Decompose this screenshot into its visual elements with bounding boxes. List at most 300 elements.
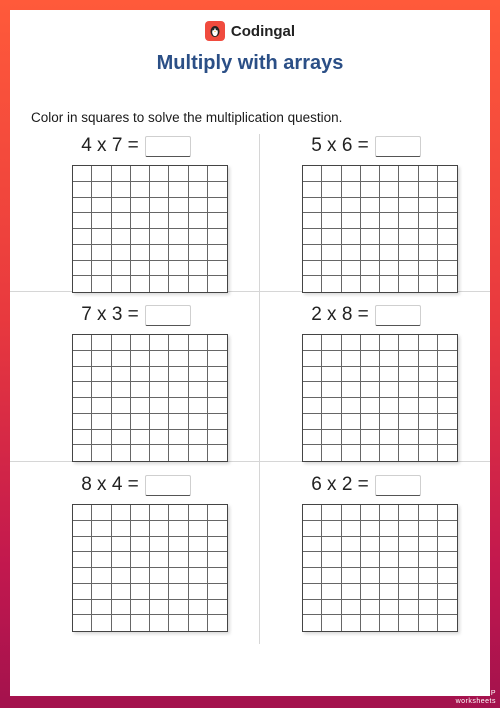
grid-cell[interactable] <box>342 261 361 277</box>
grid-cell[interactable] <box>73 229 92 245</box>
grid-cell[interactable] <box>342 414 361 430</box>
grid-cell[interactable] <box>438 198 457 214</box>
grid-cell[interactable] <box>399 568 418 584</box>
grid-cell[interactable] <box>112 414 131 430</box>
grid-cell[interactable] <box>208 367 227 383</box>
grid-cell[interactable] <box>419 351 438 367</box>
grid-cell[interactable] <box>322 430 341 446</box>
grid-cell[interactable] <box>399 351 418 367</box>
grid-cell[interactable] <box>361 166 380 182</box>
grid-cell[interactable] <box>342 537 361 553</box>
grid-cell[interactable] <box>131 398 150 414</box>
grid-cell[interactable] <box>361 600 380 616</box>
grid-cell[interactable] <box>361 521 380 537</box>
grid-cell[interactable] <box>303 335 322 351</box>
grid-cell[interactable] <box>189 521 208 537</box>
grid-cell[interactable] <box>361 584 380 600</box>
grid-cell[interactable] <box>419 537 438 553</box>
grid-cell[interactable] <box>208 382 227 398</box>
grid-cell[interactable] <box>208 335 227 351</box>
grid-cell[interactable] <box>169 521 188 537</box>
grid-cell[interactable] <box>342 367 361 383</box>
grid-cell[interactable] <box>342 351 361 367</box>
grid-cell[interactable] <box>112 445 131 461</box>
grid-cell[interactable] <box>169 414 188 430</box>
grid-cell[interactable] <box>322 398 341 414</box>
grid-cell[interactable] <box>208 552 227 568</box>
grid-cell[interactable] <box>380 335 399 351</box>
grid-cell[interactable] <box>380 600 399 616</box>
grid-cell[interactable] <box>92 584 111 600</box>
grid-cell[interactable] <box>73 245 92 261</box>
grid-cell[interactable] <box>208 229 227 245</box>
grid-cell[interactable] <box>73 445 92 461</box>
grid-cell[interactable] <box>208 213 227 229</box>
grid-cell[interactable] <box>438 521 457 537</box>
grid-cell[interactable] <box>438 245 457 261</box>
answer-box[interactable] <box>375 305 421 326</box>
grid-cell[interactable] <box>361 245 380 261</box>
grid-cell[interactable] <box>399 166 418 182</box>
grid-cell[interactable] <box>150 505 169 521</box>
grid-cell[interactable] <box>150 351 169 367</box>
grid-cell[interactable] <box>208 537 227 553</box>
grid-cell[interactable] <box>189 615 208 631</box>
grid-cell[interactable] <box>169 600 188 616</box>
grid-cell[interactable] <box>361 198 380 214</box>
grid-cell[interactable] <box>189 505 208 521</box>
grid-cell[interactable] <box>92 521 111 537</box>
grid-cell[interactable] <box>208 615 227 631</box>
grid-cell[interactable] <box>380 245 399 261</box>
grid-cell[interactable] <box>189 398 208 414</box>
grid-cell[interactable] <box>150 229 169 245</box>
grid-cell[interactable] <box>208 414 227 430</box>
grid-cell[interactable] <box>131 182 150 198</box>
grid-cell[interactable] <box>92 245 111 261</box>
grid-cell[interactable] <box>419 335 438 351</box>
grid-cell[interactable] <box>131 245 150 261</box>
grid-cell[interactable] <box>399 182 418 198</box>
grid-cell[interactable] <box>92 335 111 351</box>
grid-cell[interactable] <box>419 213 438 229</box>
grid-cell[interactable] <box>131 568 150 584</box>
grid-cell[interactable] <box>322 166 341 182</box>
grid-cell[interactable] <box>361 382 380 398</box>
grid-cell[interactable] <box>208 398 227 414</box>
grid-cell[interactable] <box>131 351 150 367</box>
grid-cell[interactable] <box>419 615 438 631</box>
grid-cell[interactable] <box>169 229 188 245</box>
grid-cell[interactable] <box>131 213 150 229</box>
grid-cell[interactable] <box>438 276 457 292</box>
grid-cell[interactable] <box>169 615 188 631</box>
grid-cell[interactable] <box>361 367 380 383</box>
grid-cell[interactable] <box>322 382 341 398</box>
grid-cell[interactable] <box>361 615 380 631</box>
grid-cell[interactable] <box>208 198 227 214</box>
grid-cell[interactable] <box>73 182 92 198</box>
grid-cell[interactable] <box>419 445 438 461</box>
grid-cell[interactable] <box>322 414 341 430</box>
grid-cell[interactable] <box>322 367 341 383</box>
grid-cell[interactable] <box>303 198 322 214</box>
grid-cell[interactable] <box>189 198 208 214</box>
grid-cell[interactable] <box>419 600 438 616</box>
grid-cell[interactable] <box>150 552 169 568</box>
grid-cell[interactable] <box>131 367 150 383</box>
grid-cell[interactable] <box>438 398 457 414</box>
grid-cell[interactable] <box>342 600 361 616</box>
grid-cell[interactable] <box>303 367 322 383</box>
grid-cell[interactable] <box>322 521 341 537</box>
grid-cell[interactable] <box>303 584 322 600</box>
grid-cell[interactable] <box>438 335 457 351</box>
grid-cell[interactable] <box>169 166 188 182</box>
grid-cell[interactable] <box>303 552 322 568</box>
grid-cell[interactable] <box>361 213 380 229</box>
grid-cell[interactable] <box>380 430 399 446</box>
grid-cell[interactable] <box>73 505 92 521</box>
grid-cell[interactable] <box>150 430 169 446</box>
grid-cell[interactable] <box>419 584 438 600</box>
grid-cell[interactable] <box>131 430 150 446</box>
grid-cell[interactable] <box>303 229 322 245</box>
grid-cell[interactable] <box>92 182 111 198</box>
grid-cell[interactable] <box>303 351 322 367</box>
grid-cell[interactable] <box>438 182 457 198</box>
grid-cell[interactable] <box>342 430 361 446</box>
grid-cell[interactable] <box>342 445 361 461</box>
grid-cell[interactable] <box>419 505 438 521</box>
grid-cell[interactable] <box>438 213 457 229</box>
grid-cell[interactable] <box>169 584 188 600</box>
grid-cell[interactable] <box>208 351 227 367</box>
grid-cell[interactable] <box>303 414 322 430</box>
grid-cell[interactable] <box>189 445 208 461</box>
grid-cell[interactable] <box>399 245 418 261</box>
grid-cell[interactable] <box>73 398 92 414</box>
grid-cell[interactable] <box>322 568 341 584</box>
grid-cell[interactable] <box>322 229 341 245</box>
grid-cell[interactable] <box>169 335 188 351</box>
grid-cell[interactable] <box>112 166 131 182</box>
grid-cell[interactable] <box>92 537 111 553</box>
grid-cell[interactable] <box>361 537 380 553</box>
grid-cell[interactable] <box>208 505 227 521</box>
grid-cell[interactable] <box>150 600 169 616</box>
grid-cell[interactable] <box>189 245 208 261</box>
grid-cell[interactable] <box>419 552 438 568</box>
grid-cell[interactable] <box>208 261 227 277</box>
grid-cell[interactable] <box>380 398 399 414</box>
grid-cell[interactable] <box>92 166 111 182</box>
grid-cell[interactable] <box>208 521 227 537</box>
grid-cell[interactable] <box>150 182 169 198</box>
grid-cell[interactable] <box>169 505 188 521</box>
grid-cell[interactable] <box>131 537 150 553</box>
grid-cell[interactable] <box>419 166 438 182</box>
grid-cell[interactable] <box>189 382 208 398</box>
grid-cell[interactable] <box>131 261 150 277</box>
grid-cell[interactable] <box>399 615 418 631</box>
grid-cell[interactable] <box>380 198 399 214</box>
grid-cell[interactable] <box>361 261 380 277</box>
grid-cell[interactable] <box>189 537 208 553</box>
grid-cell[interactable] <box>169 537 188 553</box>
grid-cell[interactable] <box>303 537 322 553</box>
grid-cell[interactable] <box>438 367 457 383</box>
grid-cell[interactable] <box>438 600 457 616</box>
grid-cell[interactable] <box>303 245 322 261</box>
grid-cell[interactable] <box>419 414 438 430</box>
grid-cell[interactable] <box>112 229 131 245</box>
grid-cell[interactable] <box>112 615 131 631</box>
grid-cell[interactable] <box>131 615 150 631</box>
grid-cell[interactable] <box>438 615 457 631</box>
grid-cell[interactable] <box>438 584 457 600</box>
grid-cell[interactable] <box>438 552 457 568</box>
grid-cell[interactable] <box>73 351 92 367</box>
grid-cell[interactable] <box>208 600 227 616</box>
grid-cell[interactable] <box>169 245 188 261</box>
grid-cell[interactable] <box>112 505 131 521</box>
grid-cell[interactable] <box>92 552 111 568</box>
grid-cell[interactable] <box>342 182 361 198</box>
grid-cell[interactable] <box>342 521 361 537</box>
grid-cell[interactable] <box>112 584 131 600</box>
grid-cell[interactable] <box>169 552 188 568</box>
grid-cell[interactable] <box>342 382 361 398</box>
grid-cell[interactable] <box>131 198 150 214</box>
grid-cell[interactable] <box>92 505 111 521</box>
grid-cell[interactable] <box>303 600 322 616</box>
grid-cell[interactable] <box>131 505 150 521</box>
grid-cell[interactable] <box>92 276 111 292</box>
grid-cell[interactable] <box>419 367 438 383</box>
grid-cell[interactable] <box>189 276 208 292</box>
grid-cell[interactable] <box>131 166 150 182</box>
grid-cell[interactable] <box>189 261 208 277</box>
grid-cell[interactable] <box>150 245 169 261</box>
array-grid[interactable] <box>72 165 228 293</box>
grid-cell[interactable] <box>399 198 418 214</box>
grid-cell[interactable] <box>208 568 227 584</box>
grid-cell[interactable] <box>169 382 188 398</box>
grid-cell[interactable] <box>419 568 438 584</box>
array-grid[interactable] <box>302 504 458 632</box>
grid-cell[interactable] <box>92 414 111 430</box>
grid-cell[interactable] <box>150 521 169 537</box>
grid-cell[interactable] <box>112 335 131 351</box>
grid-cell[interactable] <box>92 382 111 398</box>
grid-cell[interactable] <box>342 276 361 292</box>
array-grid[interactable] <box>302 165 458 293</box>
grid-cell[interactable] <box>399 521 418 537</box>
grid-cell[interactable] <box>361 182 380 198</box>
grid-cell[interactable] <box>169 430 188 446</box>
grid-cell[interactable] <box>438 445 457 461</box>
grid-cell[interactable] <box>419 276 438 292</box>
grid-cell[interactable] <box>380 552 399 568</box>
grid-cell[interactable] <box>322 537 341 553</box>
grid-cell[interactable] <box>150 166 169 182</box>
grid-cell[interactable] <box>131 584 150 600</box>
grid-cell[interactable] <box>419 430 438 446</box>
grid-cell[interactable] <box>303 398 322 414</box>
grid-cell[interactable] <box>208 584 227 600</box>
answer-box[interactable] <box>375 136 421 157</box>
grid-cell[interactable] <box>342 335 361 351</box>
grid-cell[interactable] <box>92 351 111 367</box>
grid-cell[interactable] <box>303 276 322 292</box>
grid-cell[interactable] <box>438 568 457 584</box>
grid-cell[interactable] <box>342 213 361 229</box>
grid-cell[interactable] <box>169 261 188 277</box>
grid-cell[interactable] <box>208 430 227 446</box>
grid-cell[interactable] <box>361 445 380 461</box>
grid-cell[interactable] <box>92 600 111 616</box>
grid-cell[interactable] <box>112 398 131 414</box>
grid-cell[interactable] <box>380 537 399 553</box>
grid-cell[interactable] <box>92 430 111 446</box>
grid-cell[interactable] <box>73 552 92 568</box>
grid-cell[interactable] <box>361 568 380 584</box>
grid-cell[interactable] <box>73 335 92 351</box>
grid-cell[interactable] <box>380 166 399 182</box>
grid-cell[interactable] <box>438 430 457 446</box>
grid-cell[interactable] <box>73 430 92 446</box>
grid-cell[interactable] <box>399 445 418 461</box>
grid-cell[interactable] <box>189 213 208 229</box>
grid-cell[interactable] <box>322 198 341 214</box>
grid-cell[interactable] <box>419 398 438 414</box>
grid-cell[interactable] <box>208 445 227 461</box>
grid-cell[interactable] <box>189 414 208 430</box>
grid-cell[interactable] <box>208 245 227 261</box>
grid-cell[interactable] <box>399 335 418 351</box>
grid-cell[interactable] <box>438 166 457 182</box>
grid-cell[interactable] <box>189 552 208 568</box>
grid-cell[interactable] <box>189 182 208 198</box>
grid-cell[interactable] <box>342 552 361 568</box>
grid-cell[interactable] <box>208 182 227 198</box>
grid-cell[interactable] <box>342 229 361 245</box>
grid-cell[interactable] <box>322 552 341 568</box>
grid-cell[interactable] <box>112 198 131 214</box>
grid-cell[interactable] <box>419 382 438 398</box>
grid-cell[interactable] <box>92 261 111 277</box>
grid-cell[interactable] <box>380 276 399 292</box>
grid-cell[interactable] <box>303 382 322 398</box>
grid-cell[interactable] <box>380 445 399 461</box>
grid-cell[interactable] <box>303 166 322 182</box>
grid-cell[interactable] <box>131 382 150 398</box>
grid-cell[interactable] <box>189 430 208 446</box>
grid-cell[interactable] <box>380 568 399 584</box>
grid-cell[interactable] <box>73 382 92 398</box>
grid-cell[interactable] <box>419 198 438 214</box>
array-grid[interactable] <box>302 334 458 462</box>
grid-cell[interactable] <box>92 198 111 214</box>
grid-cell[interactable] <box>342 245 361 261</box>
grid-cell[interactable] <box>419 245 438 261</box>
grid-cell[interactable] <box>361 552 380 568</box>
grid-cell[interactable] <box>112 552 131 568</box>
grid-cell[interactable] <box>112 568 131 584</box>
grid-cell[interactable] <box>399 382 418 398</box>
grid-cell[interactable] <box>73 615 92 631</box>
grid-cell[interactable] <box>342 615 361 631</box>
grid-cell[interactable] <box>150 261 169 277</box>
grid-cell[interactable] <box>438 505 457 521</box>
grid-cell[interactable] <box>112 261 131 277</box>
grid-cell[interactable] <box>131 552 150 568</box>
grid-cell[interactable] <box>438 382 457 398</box>
grid-cell[interactable] <box>131 335 150 351</box>
grid-cell[interactable] <box>169 445 188 461</box>
grid-cell[interactable] <box>73 568 92 584</box>
grid-cell[interactable] <box>303 430 322 446</box>
grid-cell[interactable] <box>169 198 188 214</box>
grid-cell[interactable] <box>361 335 380 351</box>
grid-cell[interactable] <box>169 398 188 414</box>
grid-cell[interactable] <box>189 568 208 584</box>
grid-cell[interactable] <box>419 521 438 537</box>
grid-cell[interactable] <box>361 430 380 446</box>
grid-cell[interactable] <box>438 351 457 367</box>
grid-cell[interactable] <box>73 537 92 553</box>
grid-cell[interactable] <box>322 276 341 292</box>
answer-box[interactable] <box>145 305 191 326</box>
grid-cell[interactable] <box>380 213 399 229</box>
grid-cell[interactable] <box>380 182 399 198</box>
grid-cell[interactable] <box>399 505 418 521</box>
grid-cell[interactable] <box>92 445 111 461</box>
grid-cell[interactable] <box>150 367 169 383</box>
grid-cell[interactable] <box>208 166 227 182</box>
grid-cell[interactable] <box>322 261 341 277</box>
grid-cell[interactable] <box>73 521 92 537</box>
grid-cell[interactable] <box>303 568 322 584</box>
grid-cell[interactable] <box>380 261 399 277</box>
grid-cell[interactable] <box>73 261 92 277</box>
grid-cell[interactable] <box>150 335 169 351</box>
grid-cell[interactable] <box>150 414 169 430</box>
grid-cell[interactable] <box>361 505 380 521</box>
grid-cell[interactable] <box>112 382 131 398</box>
grid-cell[interactable] <box>399 261 418 277</box>
grid-cell[interactable] <box>303 505 322 521</box>
grid-cell[interactable] <box>361 414 380 430</box>
grid-cell[interactable] <box>380 229 399 245</box>
grid-cell[interactable] <box>399 414 418 430</box>
grid-cell[interactable] <box>399 276 418 292</box>
grid-cell[interactable] <box>438 537 457 553</box>
grid-cell[interactable] <box>92 229 111 245</box>
grid-cell[interactable] <box>189 367 208 383</box>
grid-cell[interactable] <box>169 276 188 292</box>
grid-cell[interactable] <box>169 213 188 229</box>
grid-cell[interactable] <box>92 568 111 584</box>
answer-box[interactable] <box>375 475 421 496</box>
grid-cell[interactable] <box>303 213 322 229</box>
grid-cell[interactable] <box>73 414 92 430</box>
grid-cell[interactable] <box>73 198 92 214</box>
grid-cell[interactable] <box>380 505 399 521</box>
grid-cell[interactable] <box>92 367 111 383</box>
grid-cell[interactable] <box>322 335 341 351</box>
